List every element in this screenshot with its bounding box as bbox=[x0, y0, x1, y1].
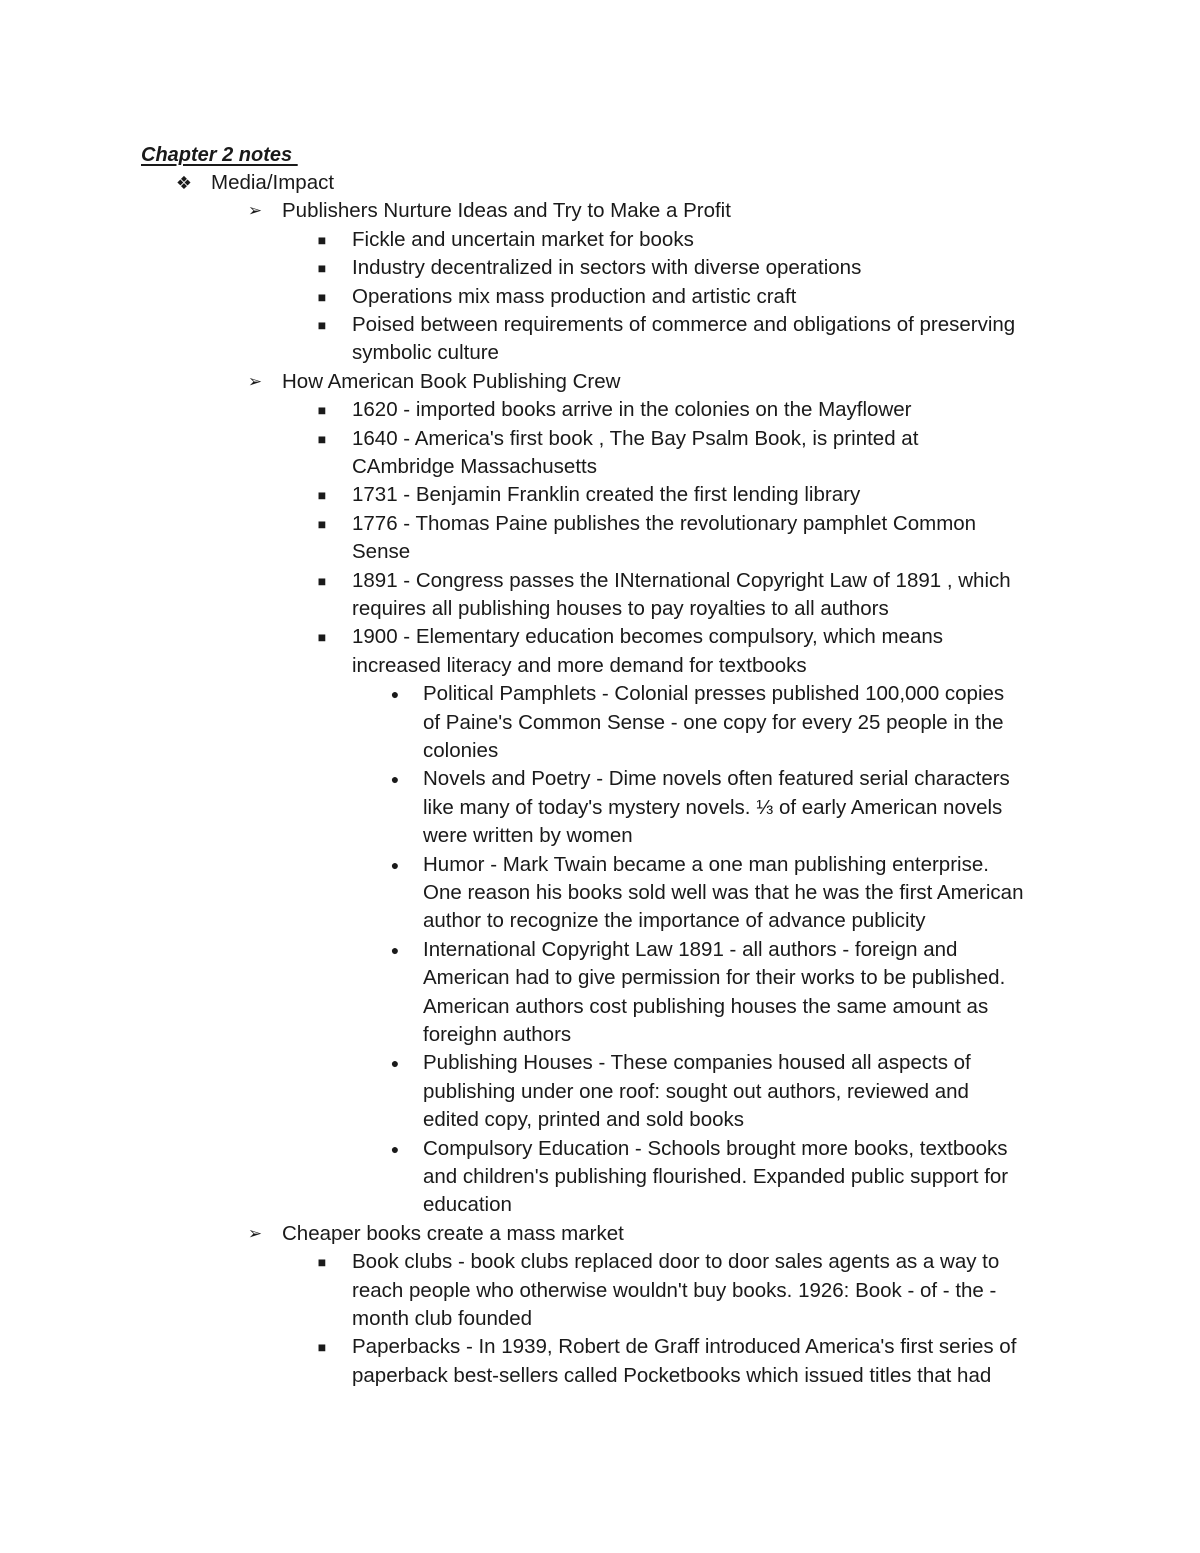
bullet-level-3-icon: ■ bbox=[317, 515, 327, 532]
list-item-continued: symbolic culture bbox=[352, 341, 499, 365]
sub-list-item: Humor - Mark Twain became a one man publishing enterprise. bbox=[423, 852, 989, 876]
list-item: Paperbacks - In 1939, Robert de Graff introduced America's first series of bbox=[352, 1335, 1017, 1359]
bullet-level-3-icon: ■ bbox=[317, 629, 327, 646]
sub-list-item-continued: and children's publishing flourished. Expanded public support for bbox=[423, 1165, 1009, 1188]
bullet-level-3-icon: ■ bbox=[317, 317, 327, 333]
sub-list-item-continued: education bbox=[423, 1193, 512, 1217]
list-item: Book clubs - book clubs replaced door to door sales agents as a way to bbox=[352, 1250, 1000, 1274]
list-item: 1640 - America's first book , The Bay Psalm Book, is printed at bbox=[352, 426, 919, 450]
list-item-continued: reach people who otherwise wouldn't buy books. 1926: Book - of - the - bbox=[352, 1278, 997, 1302]
list-item-continued: Sense bbox=[352, 540, 411, 564]
sub-list-item-continued: colonies bbox=[423, 739, 499, 762]
sub-list-item-continued: One reason his books sold well was that he was the first American bbox=[423, 881, 1024, 904]
bullet-level-3-icon: ■ bbox=[317, 288, 327, 305]
sub-list-item-continued: like many of today's mystery novels. ⅓ of early American novels bbox=[423, 795, 1003, 819]
bullet-level-3-icon: ■ bbox=[317, 572, 327, 589]
sub-list-item-continued: American had to give permission for their works to be published. bbox=[423, 966, 1006, 990]
subsection-heading: How American Book Publishing Crew bbox=[282, 369, 621, 393]
list-item: 1731 - Benjamin Franklin created the first lending library bbox=[352, 483, 861, 507]
list-item: 1620 - imported books arrive in the colonies on the Mayflower bbox=[352, 398, 912, 422]
sub-list-item: Novels and Poetry - Dime novels often featured serial characters bbox=[423, 767, 1010, 791]
sub-list-item-continued: of Paine's Common Sense - one copy for every 25 people in the bbox=[423, 710, 1004, 734]
list-item: Fickle and uncertain market for books bbox=[352, 227, 694, 251]
list-item-continued: increased literacy and more demand for textbooks bbox=[352, 653, 807, 677]
list-item-continued: requires all publishing houses to pay royalties to all authors bbox=[352, 597, 889, 620]
sub-list-item-continued: were written by women bbox=[423, 824, 633, 848]
sub-list-item: Political Pamphlets - Colonial presses published 100,000 copies bbox=[423, 682, 1005, 706]
bullet-level-3-icon: ■ bbox=[317, 402, 327, 419]
bullet-level-2-icon: ➢ bbox=[247, 1223, 263, 1243]
bullet-level-4-icon: ● bbox=[390, 856, 400, 873]
list-item-continued: month club founded bbox=[352, 1307, 533, 1330]
list-item: Poised between requirements of commerce and obligations of preserving bbox=[352, 313, 1016, 336]
bullet-level-4-icon: ● bbox=[390, 771, 400, 788]
list-item: 1900 - Elementary education becomes compulsory, which means bbox=[352, 625, 943, 649]
sub-list-item-continued: publishing under one roof: sought out authors, reviewed and bbox=[423, 1079, 969, 1103]
page-title: Chapter 2 notes bbox=[141, 144, 298, 166]
bullet-level-3-icon: ■ bbox=[317, 260, 327, 277]
bullet-level-3-icon: ■ bbox=[317, 231, 327, 248]
list-item: 1776 - Thomas Paine publishes the revolutionary pamphlet Common bbox=[352, 511, 977, 535]
section-heading: Media/Impact bbox=[211, 171, 335, 194]
sub-list-item: International Copyright Law 1891 - all authors - foreign and bbox=[423, 937, 958, 961]
list-item: 1891 - Congress passes the INternational Copyright Law of 1891 , which bbox=[352, 568, 1011, 592]
bullet-level-3-icon: ■ bbox=[317, 430, 327, 447]
sub-list-item: Compulsory Education - Schools brought more books, textbooks bbox=[423, 1136, 1008, 1160]
subsection-heading: Publishers Nurture Ideas and Try to Make a Profit bbox=[282, 199, 731, 223]
bullet-level-3-icon: ■ bbox=[317, 1254, 327, 1271]
bullet-level-4-icon: ● bbox=[390, 1140, 400, 1157]
list-item-continued: CAmbridge Massachusetts bbox=[352, 455, 597, 478]
bullet-level-2-icon: ➢ bbox=[247, 371, 263, 391]
bullet-level-3-icon: ■ bbox=[317, 487, 327, 504]
sub-list-item-continued: American authors cost publishing houses the same amount as bbox=[423, 994, 989, 1018]
sub-list-item-continued: edited copy, printed and sold books bbox=[423, 1108, 745, 1132]
sub-list-item: Publishing Houses - These companies housed all aspects of bbox=[423, 1051, 971, 1075]
bullet-level-4-icon: ● bbox=[390, 686, 400, 703]
list-item: Operations mix mass production and artistic craft bbox=[352, 284, 797, 308]
list-item: Industry decentralized in sectors with diverse operations bbox=[352, 256, 862, 280]
list-item-continued: paperback best-sellers called Pocketbooks which issued titles that had bbox=[352, 1363, 992, 1387]
sub-list-item-continued: foreighn authors bbox=[423, 1023, 572, 1046]
bullet-level-4-icon: ● bbox=[390, 941, 400, 958]
bullet-level-2-icon: ➢ bbox=[247, 201, 263, 221]
bullet-level-4-icon: ● bbox=[390, 1055, 400, 1072]
sub-list-item-continued: author to recognize the importance of advance publicity bbox=[423, 909, 926, 933]
bullet-level-1-icon: ❖ bbox=[175, 173, 193, 193]
subsection-heading: Cheaper books create a mass market bbox=[282, 1221, 624, 1245]
bullet-level-3-icon: ■ bbox=[317, 1339, 327, 1356]
